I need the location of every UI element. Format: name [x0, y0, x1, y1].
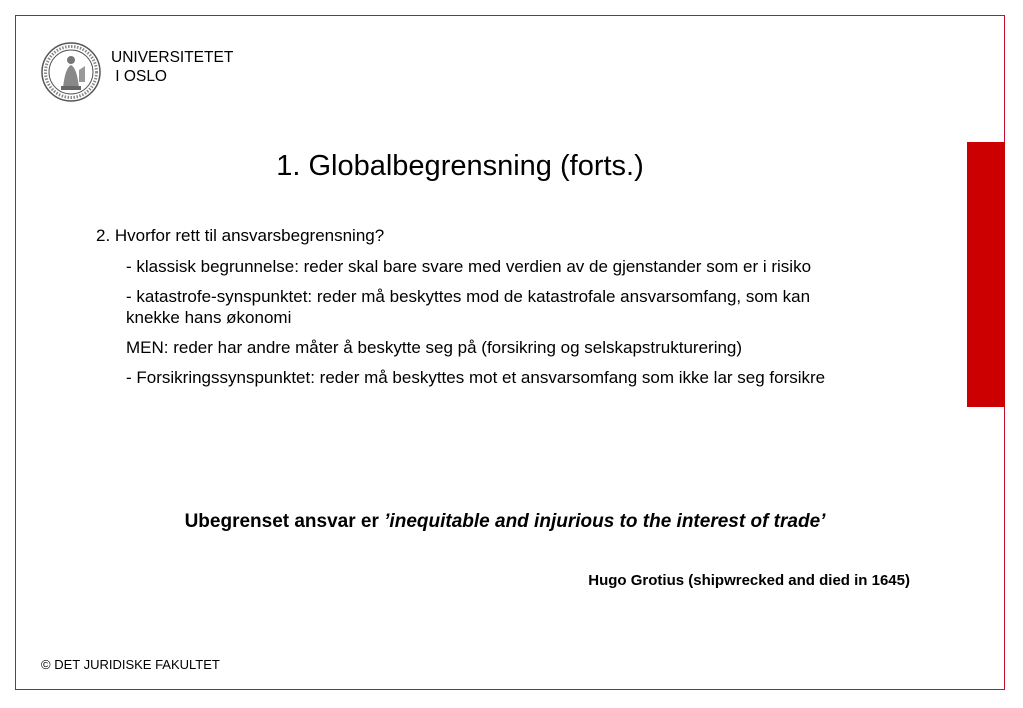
- quote-italic: ’inequitable and injurious to the interest of trade’: [384, 511, 826, 532]
- quote-prefix: Ubegrenset ansvar er: [184, 511, 385, 532]
- university-name: UNIVERSITETET I OSLO: [111, 49, 234, 85]
- quote: [0, 511, 1010, 533]
- bullet-item: - klassisk begrunnelse: reder skal bare svare med verdien av de gjenstander som er i risiko: [126, 257, 812, 276]
- slide-title: 1. Globalbegrensning (forts.): [276, 150, 644, 182]
- bullet-item: MEN: reder har andre måter å beskytte seg på (forsikring og selskapstrukturering): [126, 338, 743, 357]
- bullet-item: - Forsikringssynspunktet: reder må beskyttes mot et ansvarsomfang som ikke lar seg forsikre: [126, 368, 826, 387]
- bullet-item: - katastrofe-synspunktet: reder må beskyttes mod de katastrofale ansvarsomfang, som kan knekke hans økonomi: [126, 287, 811, 327]
- quote-attribution: Hugo Grotius (shipwrecked and died in 1645): [588, 572, 910, 589]
- question-heading: 2. Hvorfor rett til ansvarsbegrensning?: [96, 226, 385, 245]
- university-seal-icon: [41, 42, 101, 102]
- bullet-list: [126, 256, 826, 397]
- accent-bar: [967, 142, 1005, 407]
- footer-copyright: © DET JURIDISKE FAKULTET: [41, 657, 220, 672]
